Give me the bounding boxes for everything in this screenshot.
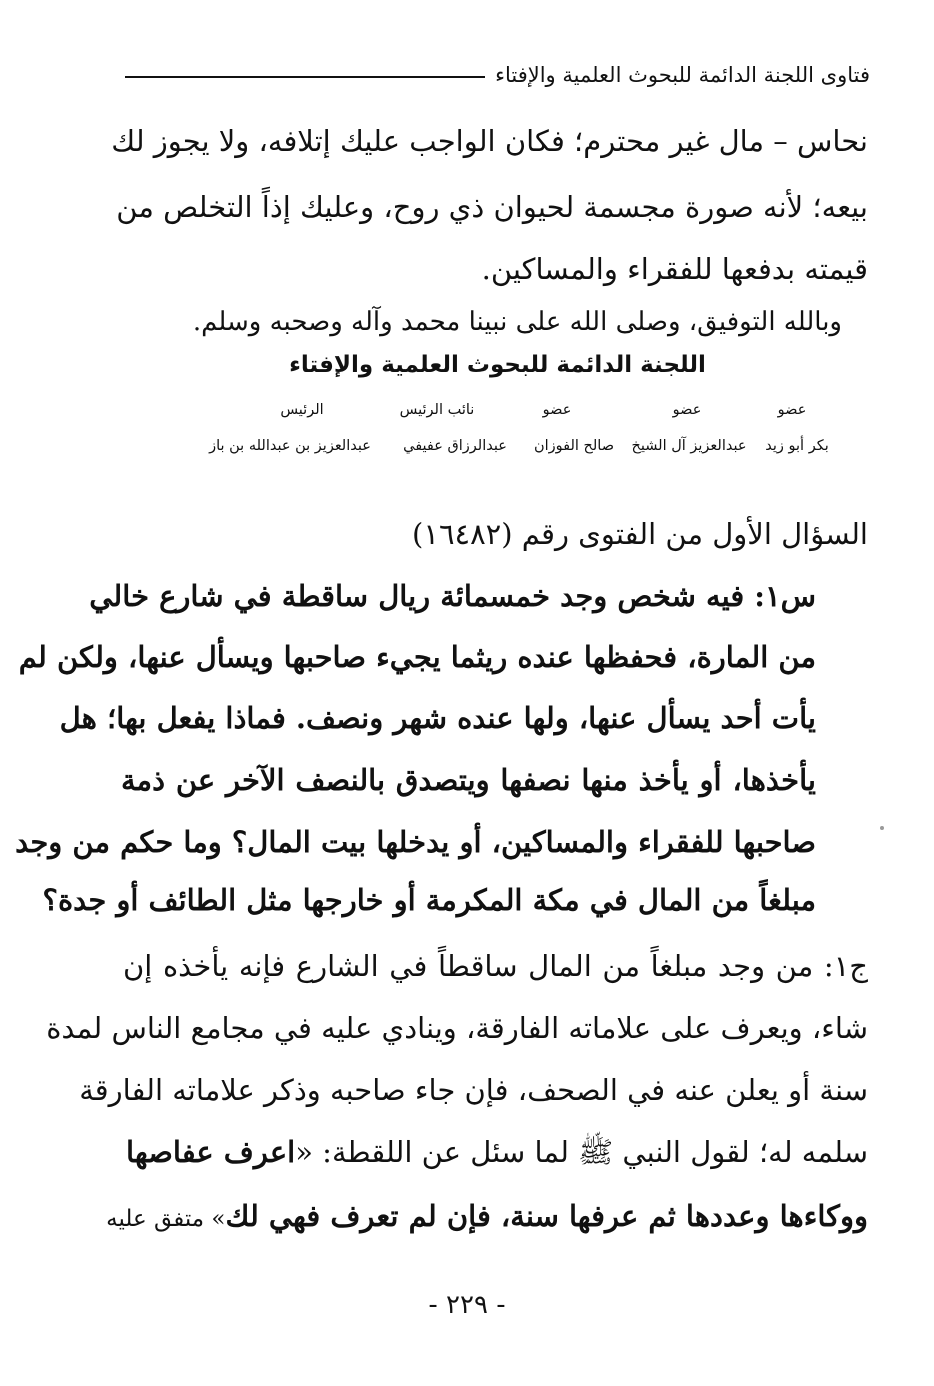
role-member-3: عضو <box>542 402 572 418</box>
question-line-3: يأت أحد يسأل عنها، ولها عنده شهر ونصف. فماذا يفعل بها؛ هل <box>59 701 816 735</box>
answer-line-5 <box>106 1196 868 1239</box>
hadith-quote-end: ووكاءها وعددها ثم عرفها سنة، فإن لم تعرف فهي لك <box>225 1199 868 1233</box>
question-line-1: س١: فيه شخص وجد خمسمائة ريال ساقطة في شارع خالي <box>89 579 816 613</box>
prev-fatwa-line-3: قيمته بدفعها للفقراء والمساكين. <box>481 252 868 286</box>
role-member-1: عضو <box>777 402 807 418</box>
name-abdulaziz-al-sheikh: عبدالعزيز آل الشيخ <box>631 438 747 454</box>
committee-title: اللجنة الدائمة للبحوث العلمية والإفتاء <box>289 352 706 378</box>
committee-names <box>196 438 838 454</box>
scan-speck <box>880 826 884 830</box>
prev-fatwa-line-1: نحاس – مال غير محترم؛ فكان الواجب عليك إتلافه، ولا يجوز لك <box>111 124 868 158</box>
name-abdulrazzaq-afifi: عبدالرزاق عفيفي <box>403 438 507 454</box>
role-vice-president: نائب الرئيس <box>399 402 475 418</box>
page-number: - ٢٢٩ - <box>428 1290 506 1320</box>
question-line-6: مبلغاً من المال في مكة المكرمة أو خارجها مثل الطائف أو جدة؟ <box>42 883 816 917</box>
answer-line-2: شاء، ويعرف على علاماته الفارقة، وينادي عليه في مجامع الناس لمدة <box>46 1011 868 1045</box>
question-line-5: صاحبها للفقراء والمساكين، أو يدخلها بيت المال؟ وما حكم من وجد <box>15 825 816 859</box>
answer-line-1: ج١: من وجد مبلغاً من المال ساقطاً في الشارع فإنه يأخذه إن <box>123 949 868 983</box>
name-abdulaziz-bin-baz: عبدالعزيز بن عبدالله بن باز <box>209 438 371 454</box>
answer-line-4-text: سلمه له؛ لقول النبي ﷺ لما سئل عن اللقطة: « <box>295 1135 868 1169</box>
answer-line-3: سنة أو يعلن عنه في الصحف، فإن جاء صاحبه وذكر علاماته الفارقة <box>79 1073 868 1107</box>
hadith-source: » متفق عليه <box>106 1206 226 1232</box>
header-rule <box>125 76 485 78</box>
hadith-quote-start: اعرف عفاصها <box>126 1135 296 1169</box>
question-line-4: يأخذها، أو يأخذ منها نصفها ويتصدق بالنصف الآخر عن ذمة <box>121 763 816 797</box>
answer-line-4 <box>123 1132 868 1172</box>
running-title: فتاوى اللجنة الدائمة للبحوث العلمية والإفتاء <box>495 63 870 87</box>
question-line-2: من المارة، فحفظها عنده ريثما يجيء صاحبها ويسأل عنها، ولكن لم <box>18 640 816 674</box>
role-president: الرئيس <box>280 402 324 418</box>
name-bakr-abu-zaid: بكر أبو زيد <box>765 438 829 454</box>
closing-formula: وبالله التوفيق، وصلى الله على نبينا محمد وآله وصحبه وسلم. <box>192 307 842 337</box>
prev-fatwa-line-2: بيعه؛ لأنه صورة مجسمة لحيوان ذي روح، وعليك إذاً التخلص من <box>116 190 868 224</box>
fatwa-heading: السؤال الأول من الفتوى رقم (١٦٤٨٢) <box>412 517 868 551</box>
running-header <box>125 58 870 92</box>
role-member-2: عضو <box>672 402 702 418</box>
name-saleh-al-fawzan: صالح الفوزان <box>533 438 615 454</box>
committee-roles <box>232 402 822 418</box>
